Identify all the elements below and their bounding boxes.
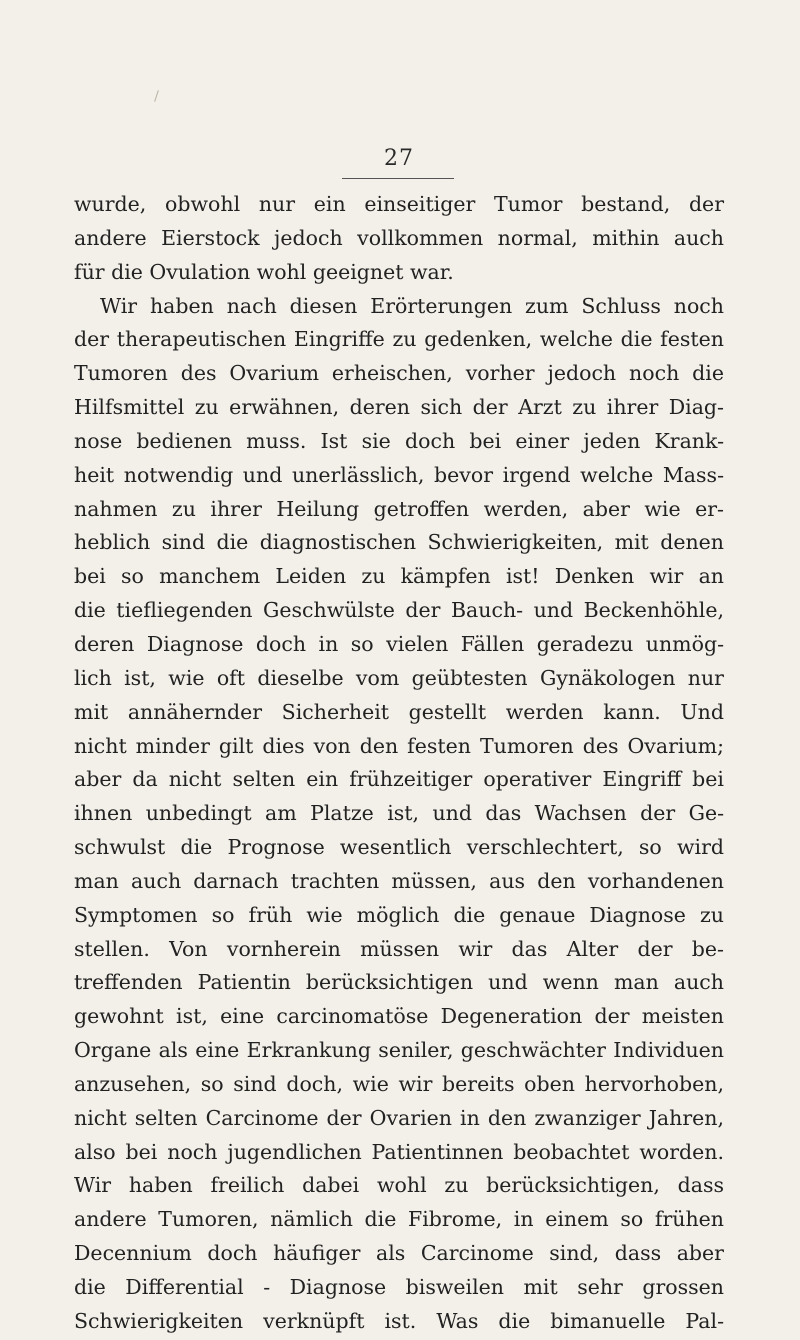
text-line: Decennium doch häufiger als Carcinome sind, dass aber — [74, 1241, 724, 1266]
text-line: Symptomen so früh wie möglich die genaue Diagnose zu — [74, 902, 724, 927]
text-line: Organe als eine Erkrankung seniler, geschwächter Individuen — [74, 1038, 724, 1063]
text-line: aber da nicht selten ein frühzeitiger operativer Eingriff bei — [74, 767, 724, 792]
text-line: gewohnt ist, eine carcinomatöse Degeneration der meisten — [74, 1004, 724, 1029]
text-line: nahmen zu ihrer Heilung getroffen werden, aber wie er- — [74, 496, 724, 521]
text-line: Schwierigkeiten verknüpft ist. Was die bimanuelle Pal- — [74, 1308, 724, 1333]
text-line: mit annähernder Sicherheit gestellt werden kann. Und — [74, 699, 724, 724]
text-line: andere Eierstock jedoch vollkommen normal, mithin auch — [74, 225, 724, 250]
text-line: wurde, obwohl nur ein einseitiger Tumor bestand, der — [74, 192, 724, 216]
text-line: anzusehen, so sind doch, wie wir bereits oben hervorhoben, — [74, 1071, 724, 1096]
text-line: Wir haben nach diesen Erörterungen zum Schluss noch — [100, 293, 724, 318]
text-line: andere Tumoren, nämlich die Fibrome, in einem so frühen — [74, 1207, 724, 1232]
text-line: nicht minder gilt dies von den festen Tumoren des Ovarium; — [74, 733, 724, 758]
text-line: also bei noch jugendlichen Patientinnen beobachtet worden. — [74, 1139, 724, 1164]
page-number: 27 — [384, 146, 414, 171]
text-line: der therapeutischen Eingriffe zu gedenken, welche die festen — [74, 327, 724, 352]
paper-mark — [154, 90, 159, 102]
text-line: Hilfsmittel zu erwähnen, deren sich der Arzt zu ihrer Diag- — [74, 395, 724, 420]
text-line: die Differential - Diagnose bisweilen mit sehr grossen — [74, 1275, 724, 1299]
text-line: heblich sind die diagnostischen Schwierigkeiten, mit denen — [74, 530, 724, 555]
text-line: die tiefliegenden Geschwülste der Bauch- und Beckenhöhle, — [74, 598, 724, 623]
text-line: Tumoren des Ovarium erheischen, vorher jedoch noch die — [74, 361, 724, 386]
text-line: heit notwendig und unerlässlich, bevor irgend welche Mass- — [74, 462, 724, 487]
text-line: nicht selten Carcinome der Ovarien in den zwanziger Jahren, — [74, 1105, 724, 1130]
body-text — [74, 188, 724, 1339]
text-line: für die Ovulation wohl geeignet war. — [74, 259, 454, 284]
text-line: treffenden Patientin berücksichtigen und wenn man auch — [74, 970, 724, 995]
text-line: stellen. Von vornherein müssen wir das Alter der be- — [74, 936, 724, 961]
text-line: ihnen unbedingt am Platze ist, und das Wachsen der Ge- — [74, 801, 724, 826]
text-line: schwulst die Prognose wesentlich verschlechtert, so wird — [74, 835, 724, 860]
text-line: man auch darnach trachten müssen, aus den vorhandenen — [74, 868, 724, 893]
text-line: nose bedienen muss. Ist sie doch bei einer jeden Krank- — [74, 428, 724, 453]
text-line: bei so manchem Leiden zu kämpfen ist! Denken wir an — [74, 564, 724, 589]
header-rule — [342, 178, 454, 179]
text-line: lich ist, wie oft dieselbe vom geübtesten Gynäkologen nur — [74, 665, 724, 690]
text-line: Wir haben freilich dabei wohl zu berücksichtigen, dass — [74, 1173, 724, 1198]
text-line: deren Diagnose doch in so vielen Fällen geradezu unmög- — [74, 631, 724, 656]
